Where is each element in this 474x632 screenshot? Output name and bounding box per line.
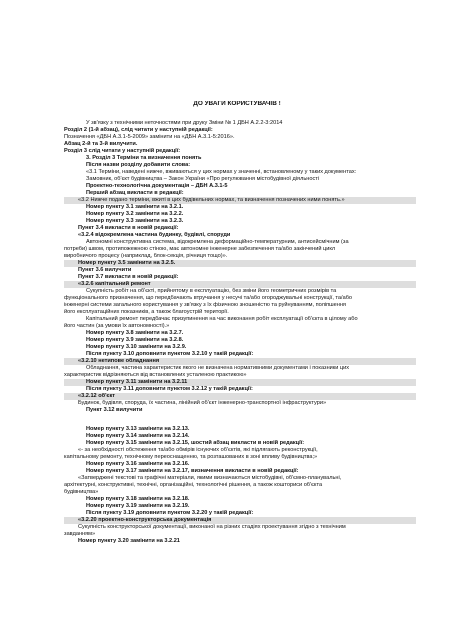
section-heading: Розділ 2 (1-й абзац), слід читати у наступній редакції: bbox=[64, 127, 213, 133]
instruction-line: Номер пункту 3.9 замінити на 3.2.8. bbox=[86, 337, 184, 343]
text-line: Сукупність конструкторської документації, виконаної на різних стадіях проектування згідно з технічним bbox=[78, 524, 346, 530]
text-line: Сукупність робіт на об'єкті, прийнятому в експлуатацію, без зміни його геометричних розмірів та bbox=[86, 288, 337, 294]
instruction-line: Номер пункту 3.2 замінити на 3.2.2. bbox=[86, 211, 184, 217]
text-line: будівництва» bbox=[64, 489, 99, 495]
highlighted-line: Номер пункту 3.5 замінити на 3.2.5. bbox=[64, 260, 416, 267]
text-line: Проектно-технологічна документація – ДБН А.3.1-5 bbox=[86, 183, 228, 189]
instruction-line: Номер пункту 3.1 замінити на 3.2.1. bbox=[86, 204, 184, 210]
term-heading: «3.2.4 відокремлена частина будинку, будівлі, споруди bbox=[78, 232, 231, 238]
instruction-line: Номер пункту 3.10 замінити на 3.2.9. bbox=[86, 344, 187, 350]
notice-title: ДО УВАГИ КОРИСТУВАЧІВ ! bbox=[193, 101, 281, 107]
instruction-line: Після пункту 3.19 доповнити пунктом 3.2.20 у такій редакції: bbox=[86, 510, 254, 516]
text-line: характеристик відрізняються від встановлених усталеною практикою» bbox=[64, 372, 247, 378]
section-heading: Розділ 3 слід читати у наступній редакції: bbox=[64, 148, 181, 154]
text-line: Замовник, об'єкт будівництва – Закон України «Про регулювання містобудівної діяльності bbox=[86, 176, 320, 182]
instruction-line: Пункт 3.12 вилучити bbox=[86, 407, 143, 413]
instruction-line: Номер пункту 3.14 замінити на 3.2.14. bbox=[86, 433, 190, 439]
text-line: архітектурні, конструктивні, технічні, організаційні, технологічні рішення, а також кошториси об'єкта bbox=[64, 482, 323, 488]
text-line: Будинок, будівля, споруда, їх частина, лінійний об'єкт інженерно-транспортної інфраструктури» bbox=[78, 400, 327, 406]
text-line: Обладнання, частина характеристик якого не визначена нормативними документами і показники цих bbox=[86, 365, 350, 371]
text-line: його частин (за умови їх автономності).» bbox=[64, 323, 170, 329]
text-line: «- за необхідності обстеження та/або обмірів існуючих об'єктів, які підлягають реконструкції, bbox=[78, 447, 318, 453]
term-heading: «3.2.12 об'єкт bbox=[64, 393, 416, 400]
term-heading: «3.2.6 капітальний ремонт bbox=[64, 281, 416, 288]
instruction-line: Після назви розділу добавити слова: bbox=[86, 162, 191, 168]
instruction-line: Номер пункту 3.18 замінити на 3.2.18. bbox=[86, 496, 190, 502]
instruction-line: Номер пункту 3.19 замінити на 3.2.19. bbox=[86, 503, 190, 509]
section-heading: 3. Розділ 3 Терміни та визначення понять bbox=[86, 155, 202, 161]
text-line: капітальному ремонту, технічному переоснащенню, та розташованих в зоні впливу будівництва;» bbox=[64, 454, 318, 460]
instruction-line: Перший абзац викласти в редакції: bbox=[86, 190, 184, 196]
term-heading: «3.2.10 нетипове обладнання bbox=[64, 358, 416, 365]
section-heading: Абзац 2-й та 3-й вилучити. bbox=[64, 141, 138, 147]
instruction-line: Пункт 3.6 вилучити bbox=[78, 267, 132, 273]
instruction-line: Після пункту 3.11 доповнити пунктом 3.2.12 у такій редакції: bbox=[86, 386, 253, 392]
text-line: функціонального призначення, що передбачають втручання у несучі та/або огороджувальні конструкції, та/або bbox=[64, 295, 353, 301]
instruction-line: Номер пункту 3.16 замінити на 3.2.16. bbox=[86, 461, 190, 467]
text-line: його експлуатаційних показників, а також благоустрій території. bbox=[64, 309, 229, 315]
text-line: виробничого процесу (наприклад, блок-секція, річниця тощо)». bbox=[64, 253, 228, 259]
text-line: інженерні системи загального користування у зв'язку з їх фізичною зношеністю та руйнуванням, поліпшення bbox=[64, 302, 346, 308]
intro-text: У зв'язку з технічними неточностями при друку Зміни № 1 ДБН А.2.2-3:2014 bbox=[86, 120, 283, 126]
instruction-line: Номер пункту 3.15 замінити на 3.2.15, шостий абзац викласти в новій редакції: bbox=[86, 440, 305, 446]
text-line: «Затверджені текстові та графічні матеріали, якими визначаються містобудівні, об'ємно-планувальні, bbox=[78, 475, 342, 481]
instruction-line: Номер пункту 3.3 замінити на 3.2.3. bbox=[86, 218, 184, 224]
text-line: Позначення «ДБН А.3.1-5-2009» замінити на «ДБН А.3.1-5:2016». bbox=[64, 134, 235, 140]
text-line: Капітальний ремонт передбачає призупинення на час виконання робіт експлуатації об'єкта в цілому або bbox=[86, 316, 358, 322]
highlighted-line: Номер пункту 3.11 замінити на 3.2.11 bbox=[64, 379, 416, 386]
instruction-line: Після пункту 3.10 доповнити пунктом 3.2.10 у такій редакції: bbox=[86, 351, 254, 357]
instruction-line: Пункт 3.7 викласти в новій редакції: bbox=[78, 274, 179, 280]
instruction-line: Номер пункту 3.8 замінити на 3.2.7. bbox=[86, 330, 184, 336]
text-line: потреби) швом, протипожежною стіною, має автономне інженерне забезпечення та/або закінчений цикл bbox=[64, 246, 336, 252]
instruction-line: Пункт 3.4 викласти в новій редакції: bbox=[78, 225, 179, 231]
text-line: завданням» bbox=[64, 531, 96, 537]
term-heading: «3.2.20 проектно-конструкторська документація bbox=[64, 517, 416, 524]
text-line: «3.1 Терміни, наведені нижче, вживаються у цих нормах у значенні, встановленому у таких документах: bbox=[86, 169, 357, 175]
text-line: Автономні конструктивна система, відокремлена деформаційно-температурним, антисейсмічним (за bbox=[86, 239, 349, 245]
instruction-line: Номер пункту 3.13 замінити на 3.2.13. bbox=[86, 426, 190, 432]
instruction-line: Номер пункту 3.17 замінити на 3.2.17, визначення викласти в новій редакції: bbox=[86, 468, 299, 474]
highlighted-line: «3.2 Нижче подано терміни, вжиті в цих будівельних нормах, та визначення позначених ними понять.» bbox=[64, 197, 416, 204]
instruction-line: Номер пункту 3.20 замінити на 3.2.21 bbox=[78, 538, 180, 544]
